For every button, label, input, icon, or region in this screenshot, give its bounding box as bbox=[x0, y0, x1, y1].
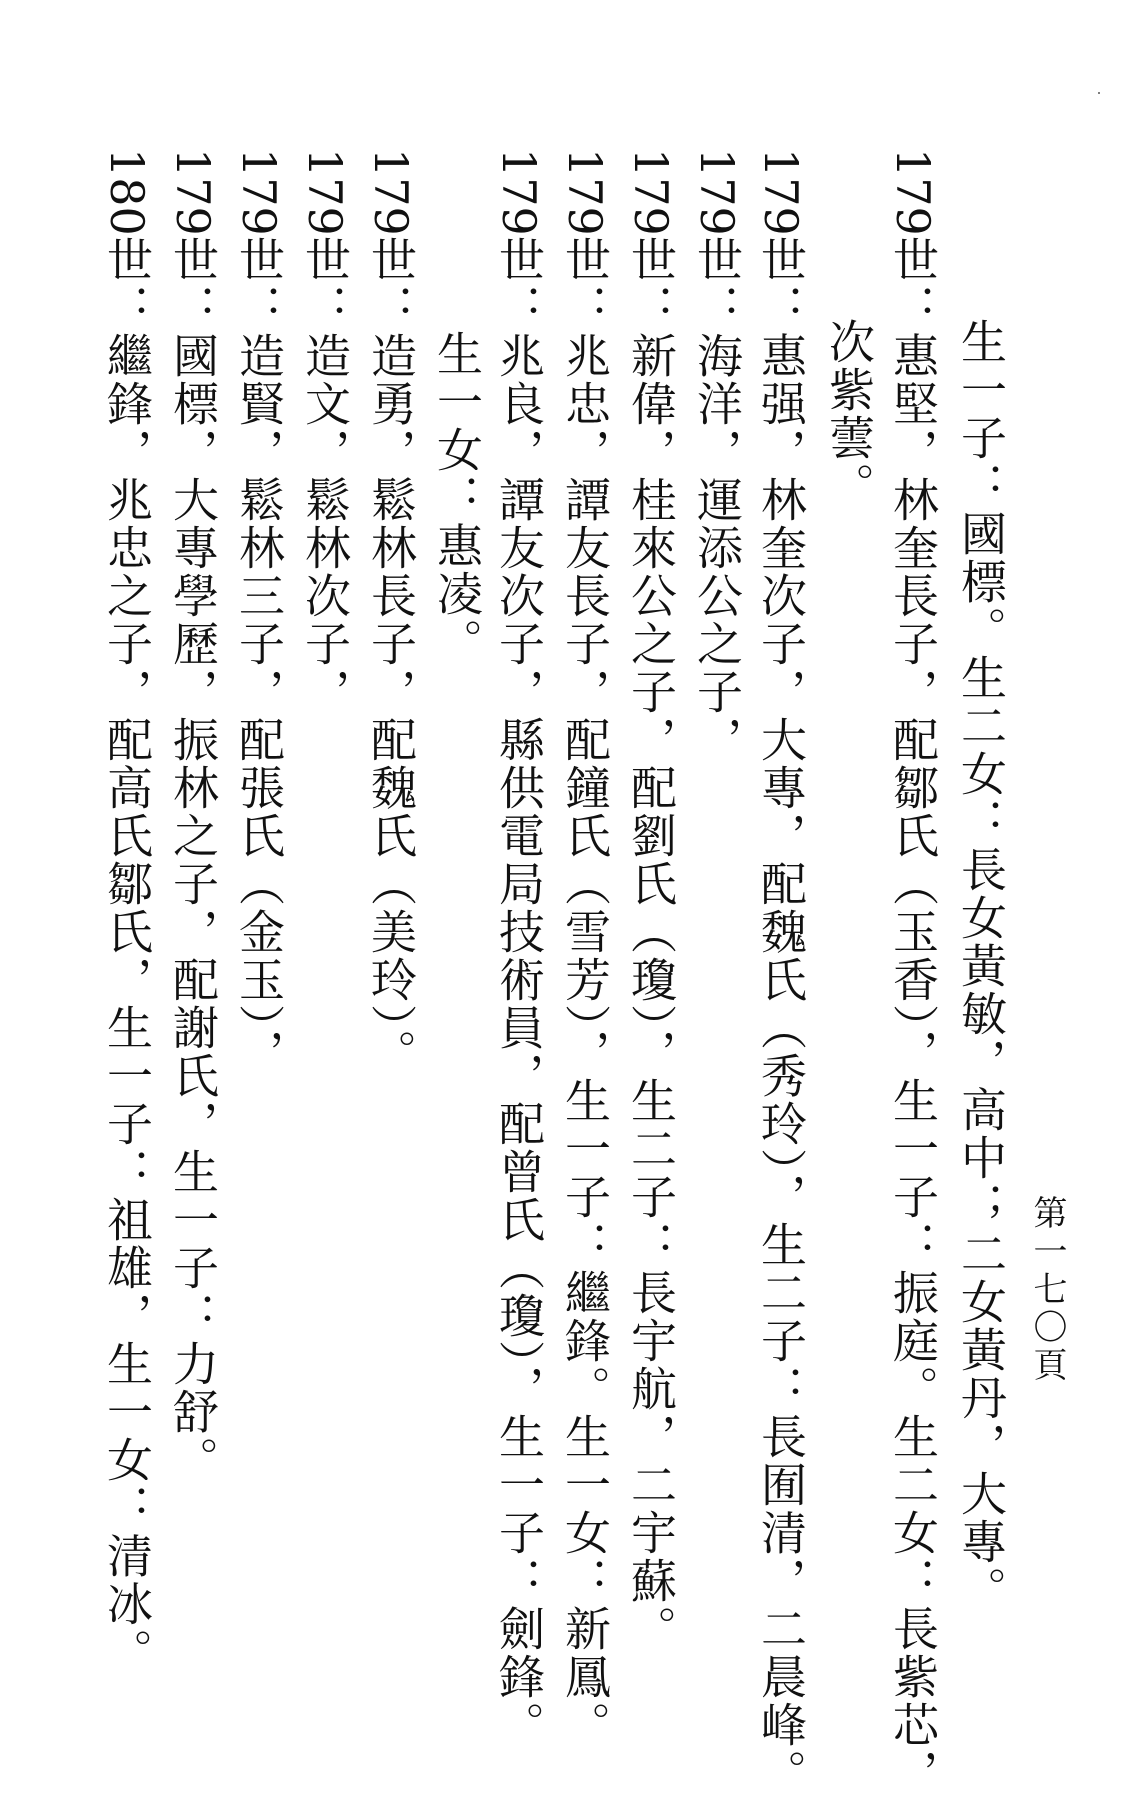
generation-number: 180 bbox=[100, 148, 154, 236]
generation-number: 179 bbox=[298, 148, 352, 236]
entry-text: 世：繼鋒，兆忠之子，配高氏鄒氏，生一子：祖雄，生一女：清冰。 bbox=[100, 235, 154, 1676]
text-line-1 bbox=[954, 318, 1008, 1614]
entry-179-zaowen bbox=[298, 148, 352, 716]
entry-179-huijian bbox=[886, 148, 940, 1797]
text-line-9 bbox=[430, 330, 484, 666]
line-text: 生一女：惠凌。 bbox=[430, 330, 484, 666]
generation-number: 179 bbox=[166, 148, 220, 236]
entry-179-huiqiang bbox=[754, 148, 808, 1797]
entry-179-zhaozhong bbox=[558, 148, 612, 1749]
entry-179-zaoyong bbox=[364, 148, 418, 1077]
entry-text: 世：造賢，鬆林三子，配張氏（金玉）， bbox=[232, 235, 286, 1077]
entry-179-zhaoliang bbox=[492, 148, 546, 1749]
text-line-3 bbox=[822, 318, 876, 510]
entry-179-xinwei bbox=[624, 148, 678, 1653]
generation-number: 179 bbox=[624, 148, 678, 236]
entry-text: 世：造勇，鬆林長子，配魏氏（美玲）。 bbox=[364, 235, 418, 1077]
entry-text: 世：惠强，林奎次子，大專，配魏氏（秀玲），生二子：長囿清，二晨峰。 bbox=[754, 235, 808, 1797]
entry-text: 世：惠堅，林奎長子，配鄒氏（玉香），生一子：振庭。生二女：長紫芯， bbox=[886, 235, 940, 1797]
entry-text: 世：新偉，桂來公之子，配劉氏（瓊），生二子：長宇航，二宇蘇。 bbox=[624, 235, 678, 1653]
entry-179-haiyang bbox=[690, 148, 744, 764]
page-number: 第一七〇頁 bbox=[1027, 1195, 1067, 1385]
line-text: 生一子：國標。生二女：長女黃敏，高中；二女黃丹，大專。 bbox=[954, 318, 1008, 1614]
entry-text: 世：造文，鬆林次子， bbox=[298, 235, 352, 716]
entry-179-guobiao bbox=[166, 148, 220, 1484]
entry-text: 世：兆良，譚友次子，縣供電局技術員，配曾氏（瓊），生一子：劍鋒。 bbox=[492, 235, 546, 1749]
generation-number: 179 bbox=[886, 148, 940, 236]
scan-speck bbox=[1098, 92, 1100, 94]
entry-180-jifeng bbox=[100, 148, 154, 1676]
entry-text: 世：海洋，運添公之子， bbox=[690, 235, 744, 764]
generation-number: 179 bbox=[232, 148, 286, 236]
line-text: 次紫蕓。 bbox=[822, 318, 876, 510]
generation-number: 179 bbox=[558, 148, 612, 236]
entry-text: 世：兆忠，譚友長子，配鐘氏（雪芳），生一子：繼鋒。生一女：新鳳。 bbox=[558, 235, 612, 1749]
entry-text: 世：國標，大專學歷，振林之子，配謝氏，生一子：力舒。 bbox=[166, 235, 220, 1484]
generation-number: 179 bbox=[492, 148, 546, 236]
generation-number: 179 bbox=[754, 148, 808, 236]
generation-number: 179 bbox=[364, 148, 418, 236]
generation-number: 179 bbox=[690, 148, 744, 236]
entry-179-zaoxian bbox=[232, 148, 286, 1077]
